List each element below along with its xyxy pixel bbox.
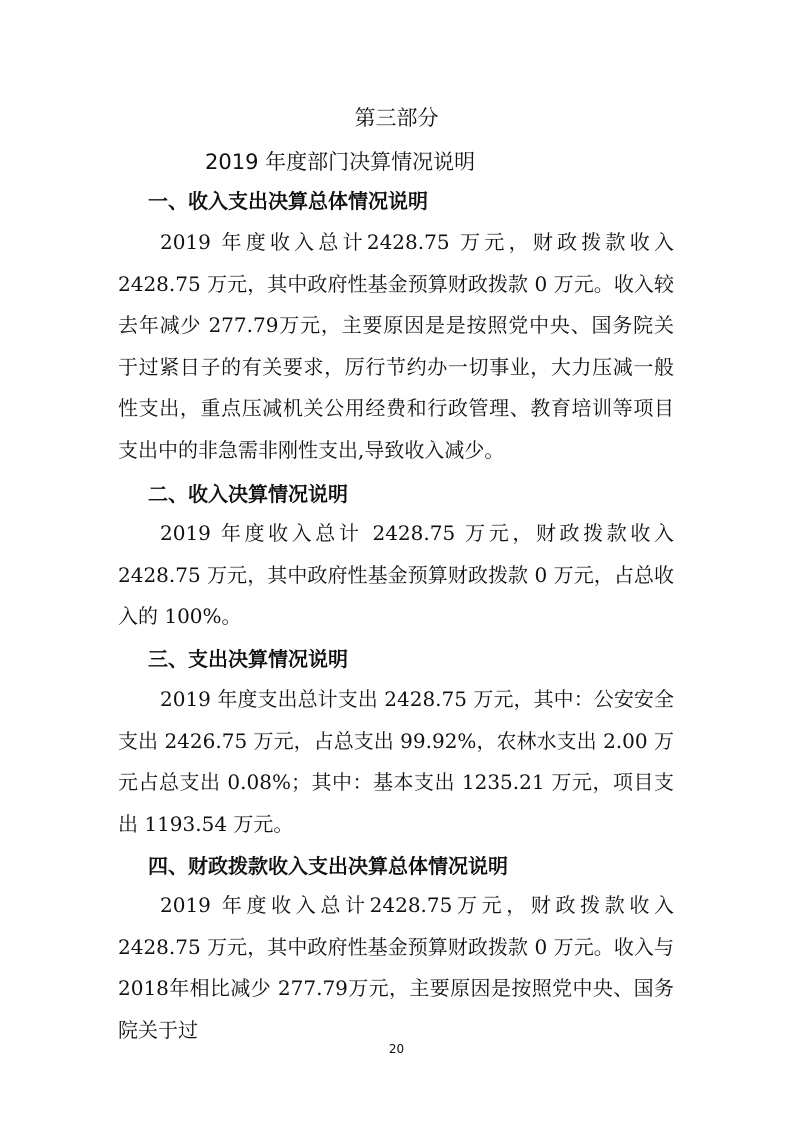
section-paragraph-overall: 2019 年度收入总计2428.75 万元，财政拨款收入 2428.75 万元，其中政府性基金预算财政拨款 0 万元。收入较去年减少 277.79万元，主要原因是是按照党中央、国务院关于过紧日子的有关要求，厉行节约办一切事业，大力压减一般性支出，重点压减机关公用经费和行政管理、教育培训等项目支出中的非急需非刚性支出,导致收入减少。 (118, 230, 674, 462)
section-heading-overall: 一、收入支出决算总体情况说明 (148, 189, 428, 213)
section-paragraph-expenditure: 2019 年度支出总计支出 2428.75 万元，其中：公安安全支出 2426.75 万元，占总支出 99.92%，农林水支出 2.00 万元占总支出 0.08%；其中：基本支出 1235.21 万元，项目支出 1193.54 万元。 (118, 687, 674, 836)
section-paragraph-fiscal: 2019 年度收入总计2428.75万元，财政拨款收入 2428.75 万元，其中政府性基金预算财政拨款 0 万元。收入与2018年相比减少 277.79万元，主要原因是按照党中央、国务院关于过 (118, 893, 674, 1042)
section-heading-expenditure: 三、支出决算情况说明 (148, 647, 348, 671)
document-subtitle: 2019 年度部门决算情况说明 (205, 150, 476, 174)
part-title: 第三部分 (354, 106, 439, 130)
page-number: 20 (388, 1042, 405, 1056)
section-paragraph-income: 2019 年度收入总计 2428.75 万元，财政拨款收入 2428.75 万元，其中政府性基金预算财政拨款 0 万元，占总收入的 100%。 (118, 521, 674, 628)
section-heading-income: 二、收入决算情况说明 (148, 482, 348, 506)
section-heading-fiscal: 四、财政拨款收入支出决算总体情况说明 (148, 854, 508, 878)
